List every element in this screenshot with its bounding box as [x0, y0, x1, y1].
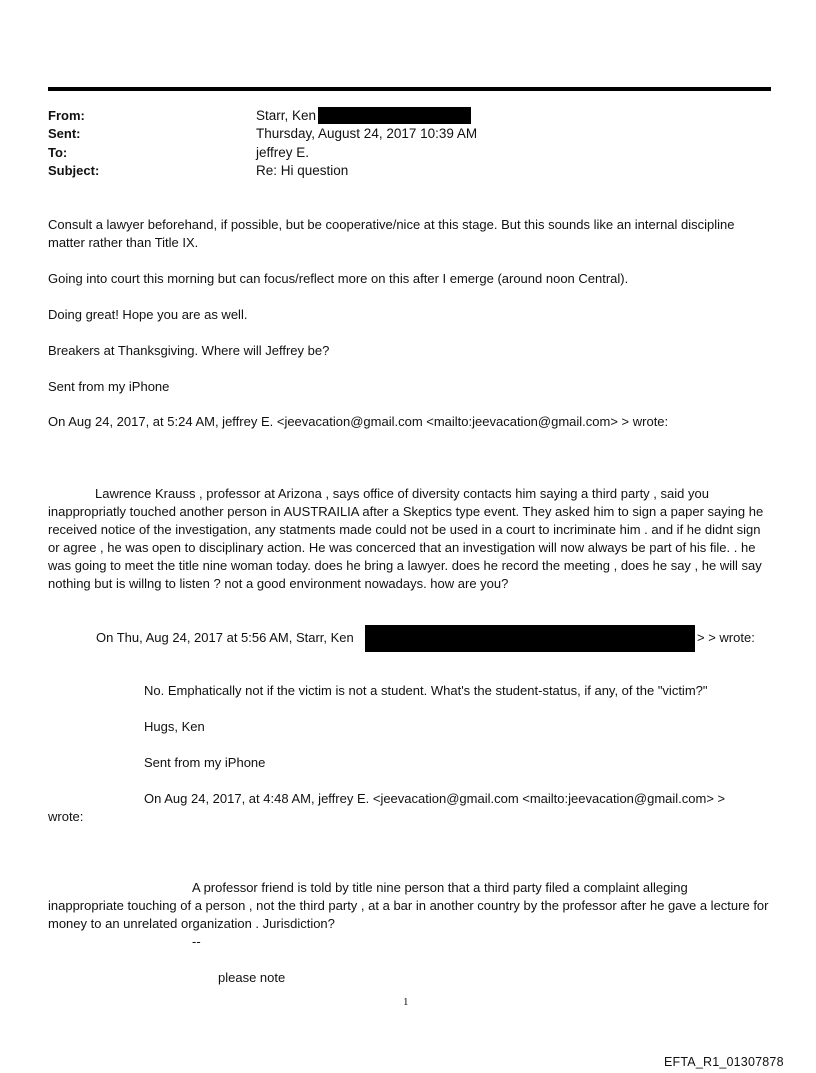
subject-value: Re: Hi question — [256, 163, 349, 178]
quoted-message — [48, 485, 772, 593]
quoted-message-text: Lawrence Krauss , professor at Arizona , says office of diversity contacts him saying a third party , said you inappropriatly touched another person in AUSTRAILIA after a Skeptics type event. They asked him to sign a paper saying he received notice of the investigation, any statments made could not be used in a court to incriminate him . and if he didnt sign or agree , he was open to disciplinary action. He was concerced that an investigation will now always be part of his file. . he was going to meet the title nine woman today. does he bring a lawyer. does he record the meeting , does he say , he will say nothing but is willng to listen ? not a good environment nowadays. how are you? — [48, 486, 764, 591]
reply-paragraph: Consult a lawyer beforehand, if possible, but be cooperative/nice at this stage. But this sounds like an internal discipline matter rather than Title IX. — [48, 217, 735, 250]
from-value: Starr, Ken — [256, 108, 317, 123]
to-value: jeffrey E. — [256, 145, 310, 160]
signature-line: Sent from my iPhone — [48, 379, 170, 394]
separator: -- — [192, 934, 201, 949]
original-question-first-line: A professor friend is told by title nine person that a third party filed a complaint alleging — [192, 880, 688, 895]
redaction-bar — [365, 625, 695, 652]
quoted-reply: No. Emphatically not if the victim is not a student. What's the student-status, if any, of the "victim?" — [144, 683, 708, 698]
redaction-bar — [318, 107, 471, 124]
quoted-signature: Sent from my iPhone — [144, 755, 266, 770]
to-label: To: — [48, 145, 68, 160]
nested-quote-header-suffix: > > wrote: — [697, 630, 755, 645]
sent-value: Thursday, August 24, 2017 10:39 AM — [256, 126, 478, 141]
reply-paragraph: Doing great! Hope you are as well. — [48, 307, 248, 322]
quote-header-line: On Aug 24, 2017, at 4:48 AM, jeffrey E. <jeevacation@gmail.com <mailto:jeevacation@gmail.com> > — [144, 791, 726, 806]
quote-header: On Aug 24, 2017, at 5:24 AM, jeffrey E. <jeevacation@gmail.com <mailto:jeevacation@gmail.com> > wrote: — [48, 414, 669, 429]
from-label: From: — [48, 108, 85, 123]
reply-paragraph: Breakers at Thanksgiving. Where will Jeffrey be? — [48, 343, 330, 358]
reply-paragraph: Going into court this morning but can focus/reflect more on this after I emerge (around noon Central). — [48, 271, 629, 286]
note-text: please note — [218, 970, 286, 985]
subject-label: Subject: — [48, 163, 100, 178]
sent-label: Sent: — [48, 126, 81, 141]
nested-quote-header-prefix: On Thu, Aug 24, 2017 at 5:56 AM, Starr, Ken — [96, 630, 354, 645]
quote-header-wrap: wrote: — [48, 809, 84, 824]
quoted-signoff: Hugs, Ken — [144, 719, 205, 734]
page-number: 1 — [403, 996, 409, 1008]
header-rule — [48, 87, 771, 91]
original-question: inappropriate touching of a person , not the third party , at a bar in another country by the professor after he gave a lecture for money to an unrelated organization . Jurisdiction? — [48, 898, 769, 931]
bates-number: EFTA_R1_01307878 — [664, 1055, 784, 1069]
